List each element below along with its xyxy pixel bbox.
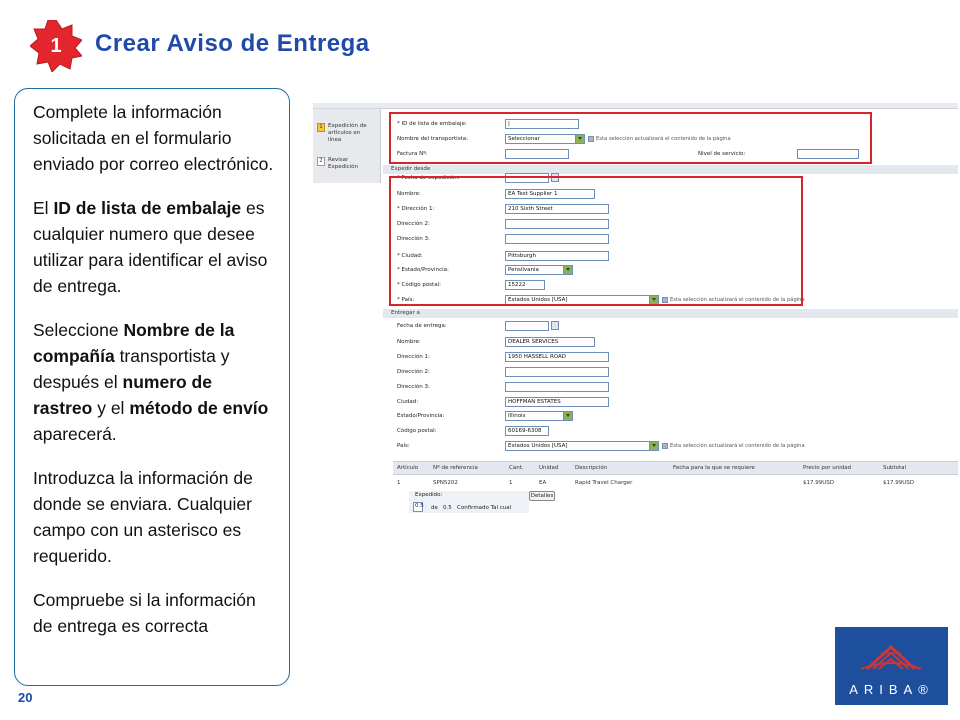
from-state-select[interactable]: Pensilvania (505, 265, 573, 275)
sidebar-item-expedition[interactable] (317, 123, 372, 144)
ariba-logo-text: ARIBA® (849, 682, 934, 697)
table-cell: $17.99USD (803, 480, 834, 486)
col-header: Artículo (397, 465, 419, 471)
step-number: 1 (50, 34, 62, 57)
expedited-qty-input[interactable]: 0.5 (413, 502, 423, 512)
invoice-label: Factura Nº: (397, 151, 428, 157)
to-city-label: Ciudad: (397, 399, 419, 405)
from-zip-label: * Código postal: (397, 282, 441, 288)
carrier-label: Nombre del transportista: (397, 136, 468, 142)
from-addr1-input[interactable]: 210 Sixth Street (505, 204, 609, 214)
chevron-down-icon (563, 412, 572, 420)
table-cell: Rapid Travel Charger (575, 480, 633, 486)
table-cell: EA (539, 480, 547, 486)
to-state-label: Estado/Provincia: (397, 413, 445, 419)
from-country-select[interactable]: Estados Unidos [USA] (505, 295, 659, 305)
packing-list-id-input[interactable]: | (505, 119, 579, 129)
page-number: 20 (18, 690, 33, 705)
carrier-hint: Esta selección actualizará el contenido de la página (588, 136, 731, 142)
from-city-input[interactable]: Pittsburgh (505, 251, 609, 261)
instruction-3: Seleccione Nombre de la compañía transportista y después el numero de rastreo y el método de envío aparecerá. (33, 320, 269, 444)
col-header: Unidad (539, 465, 559, 471)
from-zip-input[interactable]: 15222 (505, 280, 545, 290)
to-addr1-input[interactable]: 1950 HASSELL ROAD (505, 352, 609, 362)
to-country-select[interactable]: Estados Unidos [USA] (505, 441, 659, 451)
header-fields-highlight (389, 112, 872, 164)
to-zip-label: Código postal: (397, 428, 437, 434)
sidebar-item-label: Expedición de artículos en línea (328, 123, 367, 143)
from-name-label: Nombre: (397, 191, 421, 197)
page-title: Crear Aviso de Entrega (95, 30, 370, 57)
delivery-date-label: Fecha de entrega: (397, 323, 447, 329)
from-addr2-label: Dirección 2: (397, 221, 430, 227)
from-addr1-label: * Dirección 1: (397, 206, 435, 212)
table-cell: 1 (509, 480, 513, 486)
to-addr3-label: Dirección 3: (397, 384, 430, 390)
of-value: 0.5 (443, 505, 452, 511)
col-header: Subtotal (883, 465, 907, 471)
service-level-label: Nivel de servicio: (698, 151, 746, 157)
sidebar-item-review[interactable] (317, 157, 372, 171)
to-country-hint: Esta selección actualizará el contenido de la página (662, 443, 805, 449)
packing-list-label: * ID de lista de embalaje: (397, 121, 467, 127)
step-2-icon: 2 (317, 157, 325, 166)
to-state-select[interactable]: Illinois (505, 411, 573, 421)
instruction-2: El ID de lista de embalaje es cualquier numero que desee utilizar para identificar el aviso de entrega. (33, 198, 268, 296)
sidebar-item-label: Revisar Expedición (328, 157, 359, 170)
line-items-header (393, 461, 958, 475)
col-header: Cant. (509, 465, 524, 471)
col-header: Fecha para la que se requiere (673, 465, 755, 471)
calendar-icon[interactable] (551, 321, 559, 330)
to-addr3-input[interactable] (505, 382, 609, 392)
to-city-input[interactable]: HOFFMAN ESTATES (505, 397, 609, 407)
table-cell: $17.99USD (883, 480, 914, 486)
to-zip-input[interactable]: 60169-6308 (505, 426, 549, 436)
ariba-logo (835, 627, 948, 705)
confirmed-text: Confirmado Tal cual (457, 505, 512, 511)
instructions-panel (14, 88, 290, 686)
top-bar (313, 103, 958, 109)
from-name-input[interactable]: EA Test Supplier 1 (505, 189, 595, 199)
table-cell: SPN5202 (433, 480, 458, 486)
chevron-down-icon (649, 442, 658, 450)
instruction-5: Compruebe si la información de entrega es correcta (33, 590, 256, 636)
info-icon (662, 443, 668, 449)
from-state-label: * Estado/Provincia: (397, 267, 449, 273)
step-badge (30, 20, 82, 72)
carrier-select[interactable]: Seleccionar (505, 134, 585, 144)
ship-from-highlight (389, 176, 803, 306)
from-country-label: * País: (397, 297, 415, 303)
from-addr3-label: Dirección 3: (397, 236, 430, 242)
to-addr1-label: Dirección 1: (397, 354, 430, 360)
table-row (393, 477, 958, 489)
delivery-date-input[interactable] (505, 321, 549, 331)
col-header: Nº de referencia (433, 465, 478, 471)
wizard-sidebar (313, 109, 381, 183)
instruction-4: Introduzca la información de donde se enviara. Cualquier campo con un asterisco es requerido. (33, 468, 253, 566)
ship-from-section: Expedir desde (383, 165, 958, 174)
form-screenshot (313, 103, 958, 513)
expedited-area (409, 491, 529, 513)
of-label: de (431, 505, 438, 511)
to-country-label: País: (397, 443, 410, 449)
to-addr2-label: Dirección 2: (397, 369, 430, 375)
col-header: Precio por unidad (803, 465, 852, 471)
instruction-1: Complete la información solicitada en el formulario enviado por correo electrónico. (33, 102, 274, 174)
step-1-icon: 1 (317, 123, 325, 132)
col-header: Descripción (575, 465, 608, 471)
country-hint: Esta selección actualizará el contenido de la página (662, 297, 805, 303)
to-addr2-input[interactable] (505, 367, 609, 377)
ship-to-section: Entregar a (383, 309, 958, 318)
to-name-input[interactable]: DEALER SERVICES (505, 337, 595, 347)
to-name-label: Nombre: (397, 339, 421, 345)
table-cell: 1 (397, 480, 401, 486)
from-city-label: * Ciudad: (397, 253, 423, 259)
details-button[interactable]: Detalles (530, 493, 554, 499)
ship-date-label: * Fecha de expedición: (397, 175, 460, 181)
expedited-label: Expedido: (415, 492, 443, 498)
